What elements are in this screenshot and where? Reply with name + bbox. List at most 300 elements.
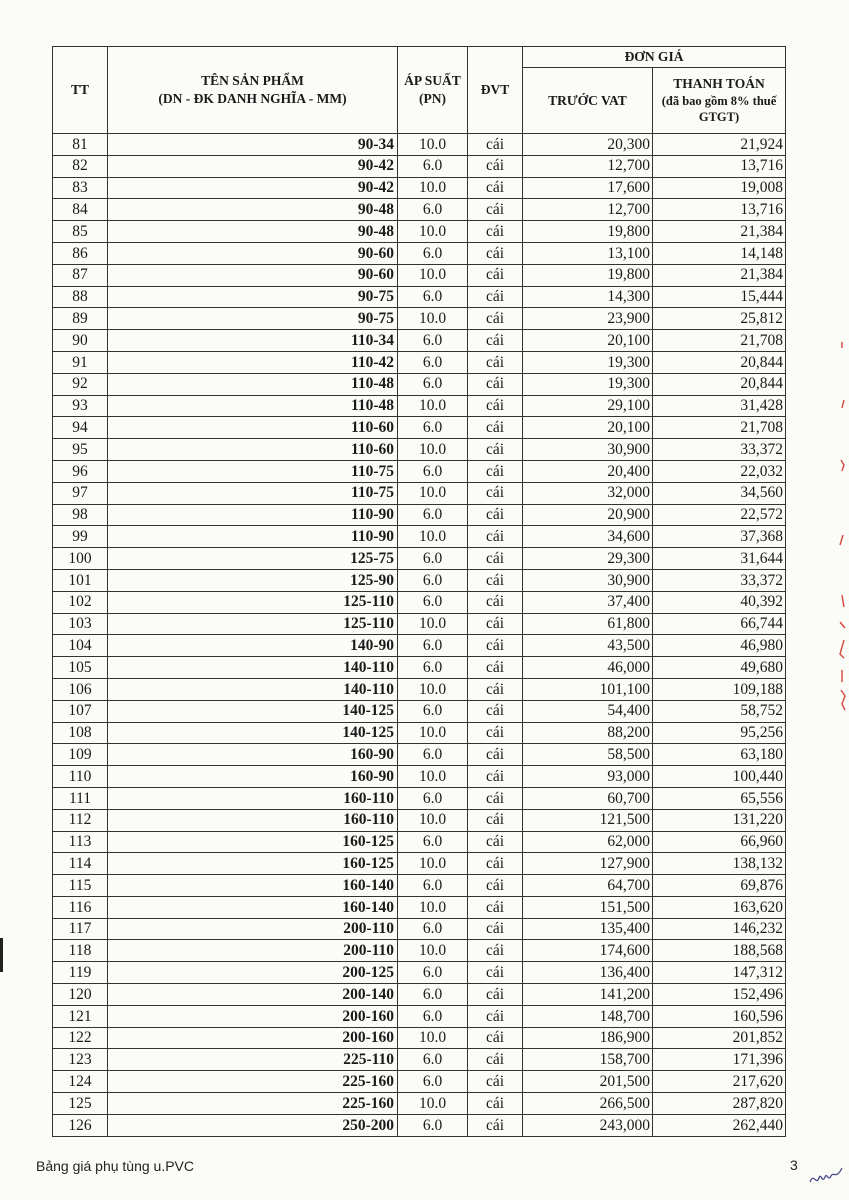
price-before-vat-cell: 101,100	[523, 678, 653, 700]
unit-cell: cái	[468, 657, 523, 679]
red-stamp-fragment	[836, 340, 849, 740]
price-payment-cell: 63,180	[653, 744, 786, 766]
table-row	[53, 395, 786, 417]
price-payment-cell: 100,440	[653, 766, 786, 788]
unit-cell: cái	[468, 548, 523, 570]
table-row	[53, 177, 786, 199]
row-index-cell: 115	[53, 875, 108, 897]
row-index-cell: 121	[53, 1005, 108, 1027]
row-index-cell: 117	[53, 918, 108, 940]
unit-cell: cái	[468, 1071, 523, 1093]
table-row	[53, 1071, 786, 1093]
unit-cell: cái	[468, 853, 523, 875]
row-index-cell: 109	[53, 744, 108, 766]
price-payment-cell: 46,980	[653, 635, 786, 657]
pressure-pn-cell: 6.0	[398, 330, 468, 352]
price-payment-cell: 146,232	[653, 918, 786, 940]
row-index-cell: 108	[53, 722, 108, 744]
product-name-cell: 160-90	[108, 744, 398, 766]
price-payment-cell: 152,496	[653, 984, 786, 1006]
pressure-pn-cell: 6.0	[398, 460, 468, 482]
price-payment-cell: 21,924	[653, 134, 786, 156]
row-index-cell: 110	[53, 766, 108, 788]
row-index-cell: 113	[53, 831, 108, 853]
header-pressure	[398, 47, 468, 134]
product-name-cell: 110-60	[108, 439, 398, 461]
pressure-pn-cell: 6.0	[398, 286, 468, 308]
price-before-vat-cell: 19,300	[523, 373, 653, 395]
pressure-pn-cell: 10.0	[398, 264, 468, 286]
row-index-cell: 88	[53, 286, 108, 308]
pressure-pn-cell: 6.0	[398, 984, 468, 1006]
signature-mark	[808, 1164, 844, 1190]
table-row	[53, 308, 786, 330]
row-index-cell: 102	[53, 591, 108, 613]
row-index-cell: 87	[53, 264, 108, 286]
price-before-vat-cell: 243,000	[523, 1114, 653, 1136]
row-index-cell: 100	[53, 548, 108, 570]
price-before-vat-cell: 174,600	[523, 940, 653, 962]
pressure-pn-cell: 6.0	[398, 155, 468, 177]
price-payment-cell: 20,844	[653, 351, 786, 373]
unit-cell: cái	[468, 308, 523, 330]
row-index-cell: 124	[53, 1071, 108, 1093]
row-index-cell: 114	[53, 853, 108, 875]
table-row	[53, 351, 786, 373]
pressure-pn-cell: 10.0	[398, 1027, 468, 1049]
table-row	[53, 460, 786, 482]
header-unit: ĐVT	[468, 47, 523, 134]
table-row	[53, 984, 786, 1006]
table-row	[53, 199, 786, 221]
pressure-pn-cell: 10.0	[398, 853, 468, 875]
price-before-vat-cell: 127,900	[523, 853, 653, 875]
row-index-cell: 96	[53, 460, 108, 482]
product-name-cell: 110-48	[108, 395, 398, 417]
price-before-vat-cell: 19,800	[523, 221, 653, 243]
product-name-cell: 140-125	[108, 700, 398, 722]
price-before-vat-cell: 20,400	[523, 460, 653, 482]
pressure-pn-cell: 10.0	[398, 526, 468, 548]
unit-cell: cái	[468, 504, 523, 526]
product-name-cell: 110-48	[108, 373, 398, 395]
table-header	[53, 47, 786, 134]
row-index-cell: 104	[53, 635, 108, 657]
pressure-pn-cell: 6.0	[398, 918, 468, 940]
price-payment-cell: 33,372	[653, 569, 786, 591]
price-payment-cell: 40,392	[653, 591, 786, 613]
product-name-cell: 110-60	[108, 417, 398, 439]
table-row	[53, 373, 786, 395]
header-payment-line1: THANH TOÁN	[673, 76, 765, 92]
product-name-cell: 110-42	[108, 351, 398, 373]
row-index-cell: 98	[53, 504, 108, 526]
pressure-pn-cell: 10.0	[398, 221, 468, 243]
price-payment-cell: 21,708	[653, 330, 786, 352]
product-name-cell: 200-160	[108, 1005, 398, 1027]
product-name-cell: 140-110	[108, 657, 398, 679]
price-table	[52, 46, 786, 1137]
unit-cell: cái	[468, 744, 523, 766]
row-index-cell: 93	[53, 395, 108, 417]
row-index-cell: 94	[53, 417, 108, 439]
product-name-cell: 225-110	[108, 1049, 398, 1071]
product-name-cell: 90-34	[108, 134, 398, 156]
price-payment-cell: 14,148	[653, 242, 786, 264]
unit-cell: cái	[468, 134, 523, 156]
header-product-name	[108, 47, 398, 134]
price-payment-cell: 171,396	[653, 1049, 786, 1071]
pressure-pn-cell: 10.0	[398, 134, 468, 156]
pressure-pn-cell: 10.0	[398, 308, 468, 330]
price-payment-cell: 217,620	[653, 1071, 786, 1093]
unit-cell: cái	[468, 1049, 523, 1071]
price-before-vat-cell: 12,700	[523, 155, 653, 177]
price-payment-cell: 31,428	[653, 395, 786, 417]
pressure-pn-cell: 6.0	[398, 373, 468, 395]
price-payment-cell: 15,444	[653, 286, 786, 308]
price-payment-cell: 138,132	[653, 853, 786, 875]
pressure-pn-cell: 6.0	[398, 635, 468, 657]
row-index-cell: 123	[53, 1049, 108, 1071]
table-row	[53, 722, 786, 744]
header-payment	[653, 68, 786, 134]
table-row	[53, 787, 786, 809]
price-before-vat-cell: 58,500	[523, 744, 653, 766]
unit-cell: cái	[468, 177, 523, 199]
price-payment-cell: 25,812	[653, 308, 786, 330]
header-price-group: ĐƠN GIÁ	[523, 47, 786, 68]
row-index-cell: 101	[53, 569, 108, 591]
unit-cell: cái	[468, 242, 523, 264]
price-before-vat-cell: 121,500	[523, 809, 653, 831]
table-row	[53, 1049, 786, 1071]
unit-cell: cái	[468, 569, 523, 591]
price-payment-cell: 65,556	[653, 787, 786, 809]
price-payment-cell: 69,876	[653, 875, 786, 897]
product-name-cell: 200-125	[108, 962, 398, 984]
row-index-cell: 92	[53, 373, 108, 395]
pressure-pn-cell: 10.0	[398, 940, 468, 962]
price-payment-cell: 131,220	[653, 809, 786, 831]
price-payment-cell: 13,716	[653, 155, 786, 177]
unit-cell: cái	[468, 678, 523, 700]
unit-cell: cái	[468, 766, 523, 788]
product-name-cell: 125-110	[108, 591, 398, 613]
pressure-pn-cell: 6.0	[398, 548, 468, 570]
row-index-cell: 120	[53, 984, 108, 1006]
row-index-cell: 106	[53, 678, 108, 700]
product-name-cell: 160-110	[108, 787, 398, 809]
table-row	[53, 504, 786, 526]
unit-cell: cái	[468, 286, 523, 308]
price-payment-cell: 21,708	[653, 417, 786, 439]
table-row	[53, 242, 786, 264]
price-before-vat-cell: 30,900	[523, 569, 653, 591]
price-before-vat-cell: 136,400	[523, 962, 653, 984]
unit-cell: cái	[468, 722, 523, 744]
table-row	[53, 918, 786, 940]
price-payment-cell: 58,752	[653, 700, 786, 722]
pressure-pn-cell: 6.0	[398, 351, 468, 373]
unit-cell: cái	[468, 918, 523, 940]
header-before-vat: TRƯỚC VAT	[523, 68, 653, 134]
price-payment-cell: 66,744	[653, 613, 786, 635]
header-pressure-line1: ÁP SUẤT	[404, 73, 461, 89]
product-name-cell: 110-90	[108, 526, 398, 548]
price-payment-cell: 287,820	[653, 1093, 786, 1115]
unit-cell: cái	[468, 1114, 523, 1136]
price-payment-cell: 147,312	[653, 962, 786, 984]
price-before-vat-cell: 88,200	[523, 722, 653, 744]
table-body	[53, 134, 786, 1137]
table-row	[53, 330, 786, 352]
unit-cell: cái	[468, 984, 523, 1006]
table-row	[53, 962, 786, 984]
price-payment-cell: 262,440	[653, 1114, 786, 1136]
row-index-cell: 83	[53, 177, 108, 199]
pressure-pn-cell: 6.0	[398, 591, 468, 613]
row-index-cell: 111	[53, 787, 108, 809]
price-payment-cell: 66,960	[653, 831, 786, 853]
price-before-vat-cell: 20,100	[523, 417, 653, 439]
pressure-pn-cell: 6.0	[398, 504, 468, 526]
row-index-cell: 122	[53, 1027, 108, 1049]
price-before-vat-cell: 13,100	[523, 242, 653, 264]
pressure-pn-cell: 10.0	[398, 439, 468, 461]
product-name-cell: 110-90	[108, 504, 398, 526]
pressure-pn-cell: 6.0	[398, 199, 468, 221]
table-row	[53, 482, 786, 504]
price-before-vat-cell: 17,600	[523, 177, 653, 199]
price-before-vat-cell: 151,500	[523, 896, 653, 918]
product-name-cell: 125-110	[108, 613, 398, 635]
price-before-vat-cell: 266,500	[523, 1093, 653, 1115]
price-payment-cell: 21,384	[653, 221, 786, 243]
unit-cell: cái	[468, 439, 523, 461]
price-payment-cell: 31,644	[653, 548, 786, 570]
unit-cell: cái	[468, 1027, 523, 1049]
product-name-cell: 140-110	[108, 678, 398, 700]
table-row	[53, 657, 786, 679]
table-row	[53, 439, 786, 461]
pressure-pn-cell: 6.0	[398, 831, 468, 853]
price-payment-cell: 201,852	[653, 1027, 786, 1049]
price-payment-cell: 163,620	[653, 896, 786, 918]
unit-cell: cái	[468, 700, 523, 722]
price-before-vat-cell: 46,000	[523, 657, 653, 679]
price-payment-cell: 188,568	[653, 940, 786, 962]
table-row	[53, 569, 786, 591]
pressure-pn-cell: 6.0	[398, 242, 468, 264]
pressure-pn-cell: 6.0	[398, 1114, 468, 1136]
header-tt: TT	[53, 47, 108, 134]
table-row	[53, 940, 786, 962]
row-index-cell: 86	[53, 242, 108, 264]
table-row	[53, 591, 786, 613]
unit-cell: cái	[468, 395, 523, 417]
pressure-pn-cell: 10.0	[398, 678, 468, 700]
price-payment-cell: 95,256	[653, 722, 786, 744]
price-before-vat-cell: 32,000	[523, 482, 653, 504]
price-before-vat-cell: 62,000	[523, 831, 653, 853]
product-name-cell: 90-75	[108, 286, 398, 308]
row-index-cell: 107	[53, 700, 108, 722]
pressure-pn-cell: 6.0	[398, 657, 468, 679]
product-name-cell: 200-110	[108, 940, 398, 962]
unit-cell: cái	[468, 460, 523, 482]
price-before-vat-cell: 29,100	[523, 395, 653, 417]
table-row	[53, 809, 786, 831]
product-name-cell: 90-48	[108, 199, 398, 221]
unit-cell: cái	[468, 1005, 523, 1027]
row-index-cell: 116	[53, 896, 108, 918]
unit-cell: cái	[468, 351, 523, 373]
product-name-cell: 200-160	[108, 1027, 398, 1049]
row-index-cell: 125	[53, 1093, 108, 1115]
price-before-vat-cell: 54,400	[523, 700, 653, 722]
row-index-cell: 85	[53, 221, 108, 243]
price-payment-cell: 33,372	[653, 439, 786, 461]
price-payment-cell: 13,716	[653, 199, 786, 221]
row-index-cell: 84	[53, 199, 108, 221]
header-pressure-line2: (PN)	[419, 91, 446, 106]
product-name-cell: 90-75	[108, 308, 398, 330]
pressure-pn-cell: 10.0	[398, 809, 468, 831]
unit-cell: cái	[468, 199, 523, 221]
pressure-pn-cell: 6.0	[398, 569, 468, 591]
unit-cell: cái	[468, 896, 523, 918]
product-name-cell: 225-160	[108, 1071, 398, 1093]
row-index-cell: 118	[53, 940, 108, 962]
table-row	[53, 1005, 786, 1027]
pressure-pn-cell: 6.0	[398, 700, 468, 722]
unit-cell: cái	[468, 221, 523, 243]
table-row	[53, 700, 786, 722]
price-before-vat-cell: 64,700	[523, 875, 653, 897]
product-name-cell: 200-140	[108, 984, 398, 1006]
price-payment-cell: 34,560	[653, 482, 786, 504]
product-name-cell: 225-160	[108, 1093, 398, 1115]
price-payment-cell: 19,008	[653, 177, 786, 199]
unit-cell: cái	[468, 591, 523, 613]
product-name-cell: 110-75	[108, 460, 398, 482]
pressure-pn-cell: 10.0	[398, 177, 468, 199]
product-name-cell: 90-42	[108, 155, 398, 177]
pressure-pn-cell: 10.0	[398, 395, 468, 417]
table-row	[53, 1114, 786, 1136]
product-name-cell: 160-140	[108, 875, 398, 897]
table-row	[53, 264, 786, 286]
header-product-name-line1: TÊN SẢN PHẨM	[201, 73, 304, 89]
pressure-pn-cell: 10.0	[398, 722, 468, 744]
price-payment-cell: 22,032	[653, 460, 786, 482]
product-name-cell: 110-34	[108, 330, 398, 352]
header-payment-line3: GTGT)	[698, 110, 740, 125]
price-before-vat-cell: 19,300	[523, 351, 653, 373]
table-row	[53, 875, 786, 897]
row-index-cell: 103	[53, 613, 108, 635]
product-name-cell: 200-110	[108, 918, 398, 940]
unit-cell: cái	[468, 940, 523, 962]
product-name-cell: 140-125	[108, 722, 398, 744]
table-row	[53, 744, 786, 766]
price-before-vat-cell: 30,900	[523, 439, 653, 461]
price-before-vat-cell: 14,300	[523, 286, 653, 308]
price-payment-cell: 160,596	[653, 1005, 786, 1027]
pressure-pn-cell: 6.0	[398, 417, 468, 439]
table-row	[53, 678, 786, 700]
table-row	[53, 635, 786, 657]
price-before-vat-cell: 19,800	[523, 264, 653, 286]
unit-cell: cái	[468, 809, 523, 831]
price-payment-cell: 21,384	[653, 264, 786, 286]
product-name-cell: 90-60	[108, 242, 398, 264]
pressure-pn-cell: 6.0	[398, 962, 468, 984]
pressure-pn-cell: 6.0	[398, 744, 468, 766]
price-before-vat-cell: 29,300	[523, 548, 653, 570]
header-product-name-line2: (DN - ĐK DANH NGHĨA - MM)	[158, 91, 347, 106]
row-index-cell: 119	[53, 962, 108, 984]
price-payment-cell: 20,844	[653, 373, 786, 395]
pressure-pn-cell: 10.0	[398, 766, 468, 788]
unit-cell: cái	[468, 962, 523, 984]
table-row	[53, 221, 786, 243]
scan-edge-mark	[0, 938, 4, 972]
row-index-cell: 112	[53, 809, 108, 831]
price-payment-cell: 109,188	[653, 678, 786, 700]
unit-cell: cái	[468, 613, 523, 635]
price-before-vat-cell: 37,400	[523, 591, 653, 613]
price-before-vat-cell: 158,700	[523, 1049, 653, 1071]
price-before-vat-cell: 93,000	[523, 766, 653, 788]
pressure-pn-cell: 10.0	[398, 482, 468, 504]
unit-cell: cái	[468, 526, 523, 548]
row-index-cell: 126	[53, 1114, 108, 1136]
pressure-pn-cell: 10.0	[398, 613, 468, 635]
unit-cell: cái	[468, 831, 523, 853]
price-payment-cell: 22,572	[653, 504, 786, 526]
price-before-vat-cell: 20,100	[523, 330, 653, 352]
price-before-vat-cell: 60,700	[523, 787, 653, 809]
table-row	[53, 1027, 786, 1049]
price-before-vat-cell: 34,600	[523, 526, 653, 548]
pressure-pn-cell: 10.0	[398, 1093, 468, 1115]
unit-cell: cái	[468, 875, 523, 897]
product-name-cell: 160-110	[108, 809, 398, 831]
product-name-cell: 160-90	[108, 766, 398, 788]
price-before-vat-cell: 201,500	[523, 1071, 653, 1093]
product-name-cell: 160-125	[108, 831, 398, 853]
row-index-cell: 82	[53, 155, 108, 177]
table-row	[53, 831, 786, 853]
product-name-cell: 90-60	[108, 264, 398, 286]
table-row	[53, 613, 786, 635]
row-index-cell: 81	[53, 134, 108, 156]
price-before-vat-cell: 43,500	[523, 635, 653, 657]
table-row	[53, 1093, 786, 1115]
pressure-pn-cell: 6.0	[398, 1005, 468, 1027]
product-name-cell: 90-48	[108, 221, 398, 243]
row-index-cell: 91	[53, 351, 108, 373]
unit-cell: cái	[468, 482, 523, 504]
row-index-cell: 97	[53, 482, 108, 504]
price-before-vat-cell: 20,900	[523, 504, 653, 526]
product-name-cell: 125-75	[108, 548, 398, 570]
price-before-vat-cell: 23,900	[523, 308, 653, 330]
table-row	[53, 853, 786, 875]
unit-cell: cái	[468, 1093, 523, 1115]
